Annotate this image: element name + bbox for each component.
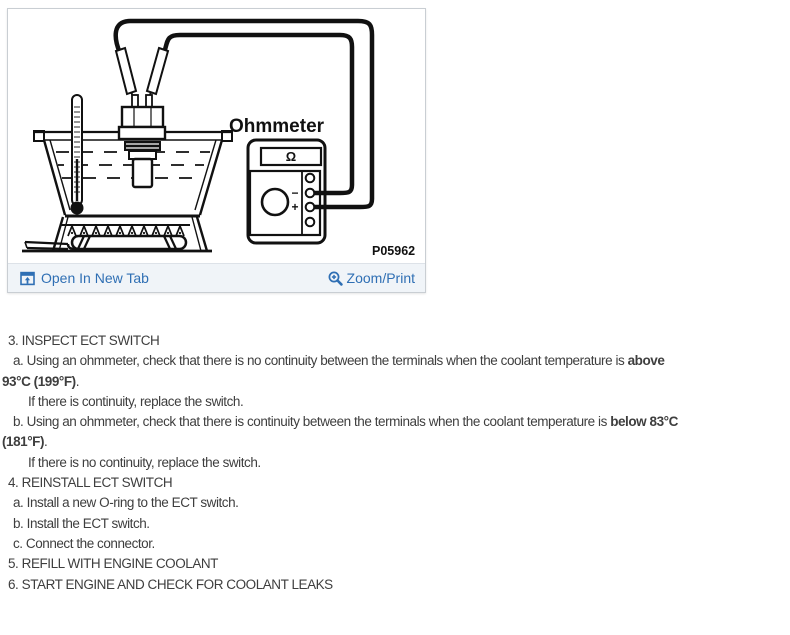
- omega-symbol: Ω: [285, 149, 297, 164]
- instruction-line: 4. REINSTALL ECT SWITCH: [8, 475, 173, 491]
- diagram-image[interactable]: [8, 9, 425, 263]
- instruction-line: 6. START ENGINE AND CHECK FOR COOLANT LEAKS: [8, 576, 333, 592]
- minus-label: −: [291, 186, 299, 200]
- figure-card: [7, 8, 426, 293]
- ect-test-diagram: [8, 9, 425, 263]
- instruction-line: a. Install a new O-ring to the ECT switch.: [13, 495, 239, 511]
- burner-flames: [68, 226, 184, 236]
- ohmmeter-dial: [262, 189, 288, 215]
- thermometer-bulb: [71, 202, 84, 215]
- thermometer: [71, 95, 84, 215]
- zoom-print-label: Zoom/Print: [346, 270, 415, 286]
- burner: [25, 217, 207, 251]
- figure-card-footer: [8, 263, 425, 292]
- open-in-new-tab-label: Open In New Tab: [41, 270, 149, 286]
- ect-switch-sensor: [119, 95, 165, 187]
- instruction-line: 5. REFILL WITH ENGINE COOLANT: [8, 556, 218, 572]
- instruction-line: (181°F).: [2, 434, 48, 450]
- instructions: [0, 331, 788, 595]
- open-in-new-tab-link[interactable]: [20, 270, 149, 286]
- zoom-print-link[interactable]: [328, 270, 415, 286]
- instruction-line: b. Install the ECT switch.: [13, 515, 150, 531]
- instruction-line: 93°C (199°F).: [2, 373, 79, 389]
- instruction-line: 3. INSPECT ECT SWITCH: [8, 333, 160, 348]
- instruction-line: a. Using an ohmmeter, check that there is no continuity between the terminals when the coolant temperature is above: [13, 353, 665, 369]
- instruction-line: If there is continuity, replace the switch.: [28, 393, 244, 409]
- open-in-new-tab-icon: [20, 271, 35, 286]
- ohmmeter-label: Ohmmeter: [229, 116, 325, 137]
- plus-label: +: [291, 200, 299, 214]
- zoom-print-icon: [328, 271, 343, 286]
- test-probes: [116, 48, 168, 101]
- instruction-line: c. Connect the connector.: [13, 535, 155, 551]
- instruction-line: If there is no continuity, replace the switch.: [28, 454, 261, 470]
- instruction-line: b. Using an ohmmeter, check that there is continuity between the terminals when the coolant temperature is below 83°C: [13, 414, 678, 430]
- figure-code: P05962: [372, 244, 416, 258]
